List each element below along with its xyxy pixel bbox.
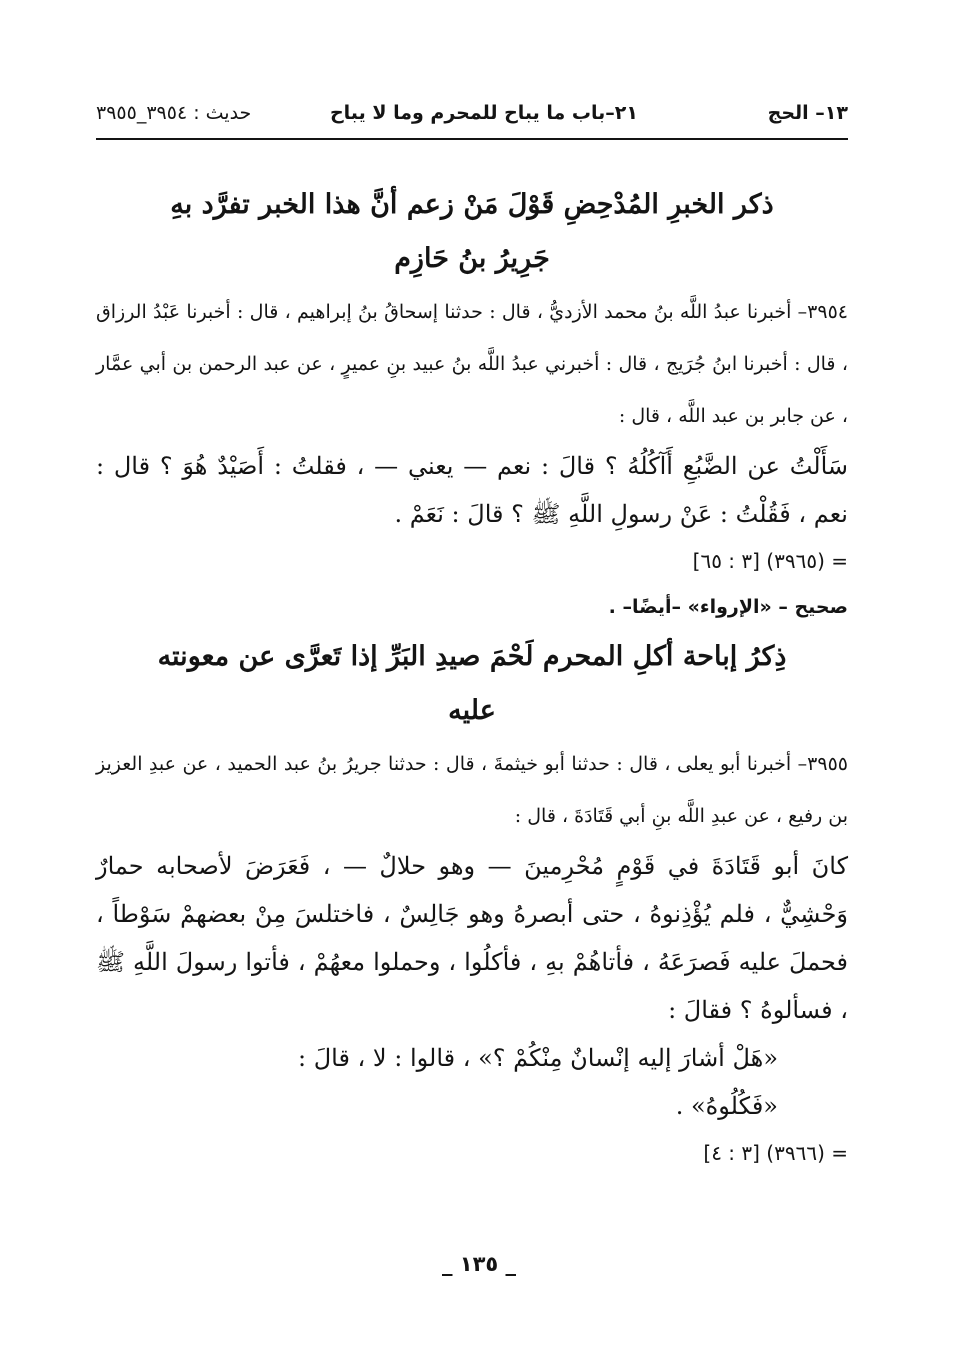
hadith-3955-isnad: ٣٩٥٥– أخبرنا أبو يعلى ، قال : حدثنا أبو خيثمةَ ، قال : حدثنا جريرُ بنُ عبد الحميد ، عن عبدِ العزيز بن رفيع ، عن عبدِ اللَّه بنِ أبي قَتَادَةَ ، قال : bbox=[96, 753, 848, 827]
hadith-3954-reference: = (٣٩٦٥) [٣ : ٦٥] bbox=[692, 549, 848, 573]
section2-title-line2: عليه bbox=[448, 695, 496, 726]
page-body bbox=[96, 178, 848, 1176]
hadith-3954-matn: سَأَلْتُ عن الضَّبُعِ أَآكُلُهُ ؟ قالَ : نعم — يعني — ، فقلتُ : أَصَيْدٌ هُوَ ؟ قال : نعم ، فَقُلْتُ : عَنْ رسولِ اللَّهِ ﷺ ؟ قالَ : نَعَمْ . bbox=[96, 452, 848, 528]
hadith-3955-matn: كانَ أبو قَتَادَةَ في قَوْمٍ مُحْرِمينَ — وهو حلالٌ — ، فَعَرَضَ لأصحابه حمارٌ وَحْشِيٌّ ، فلم يُؤْذِنوهُ ، حتى أبصرهُ وهو جَالِسٌ ، فاختلسَ مِنْ بعضهمْ سَوْطاً ، فحملَ عليه فَصرَعَهُ ، فأتاهُمْ بهِ ، فأكلُوا ، وحملوا معهُمْ ، فأتوا رسولَ اللَّهِ ﷺ ، فسألوهُ ؟ فقالَ : bbox=[96, 852, 848, 1024]
chapter-label: ١٣– الحج bbox=[767, 102, 848, 124]
hadith-3955-reference: = (٣٩٦٦) [٣ : ٤] bbox=[703, 1141, 848, 1165]
running-header bbox=[96, 100, 848, 136]
page-number: _ ١٣٥ _ bbox=[441, 1252, 517, 1276]
hadith-3955-quote1: «هَلْ أشارَ إليه إنْسانٌ مِنْكُمْ ؟» ، قالوا : لا ، قالَ : bbox=[297, 1044, 778, 1072]
section1-title-line1: ذكر الخبرِ المُدْحِضِ قَوْلَ مَنْ زعم أنَّ هذا الخبر تفرَّد بهِ bbox=[170, 189, 774, 220]
header-divider bbox=[96, 138, 848, 140]
section-label: ٢١–باب ما يباح للمحرم وما لا يباح bbox=[329, 102, 638, 124]
hadith-3955-quote2: «فَكُلُوهُ» . bbox=[675, 1092, 778, 1120]
hadith-range-label: حديث : ٣٩٥٤_٣٩٥٥ bbox=[96, 102, 252, 124]
section2-title-line1: ذِكرُ إباحة أكلِ المحرم لَحْمَ صيدِ البَرِّ إذا تَعرَّى عن معونته bbox=[157, 641, 787, 672]
section1-title-line2: جَرِيرُ بنُ حَازِم bbox=[394, 243, 550, 274]
hadith-3954-isnad: ٣٩٥٤– أخبرنا عبدُ اللَّه بنُ محمد الأزديُّ ، قال : حدثنا إسحاقُ بنُ إبراهيم ، قال : أخبرنا عَبْدُ الرزاق ، قال : أخبرنا ابنُ جُرَيج ، قال : أخبرني عبدُ اللَّه بنُ عبيد بنِ عميرٍ ، عن عبد الرحمن بن أبي عمَّار ، عن جابر بن عبد اللَّه ، قال : bbox=[96, 301, 848, 427]
hadith-3954-grade: صحيح – «الإرواء» –أيضًا– . bbox=[608, 596, 848, 618]
